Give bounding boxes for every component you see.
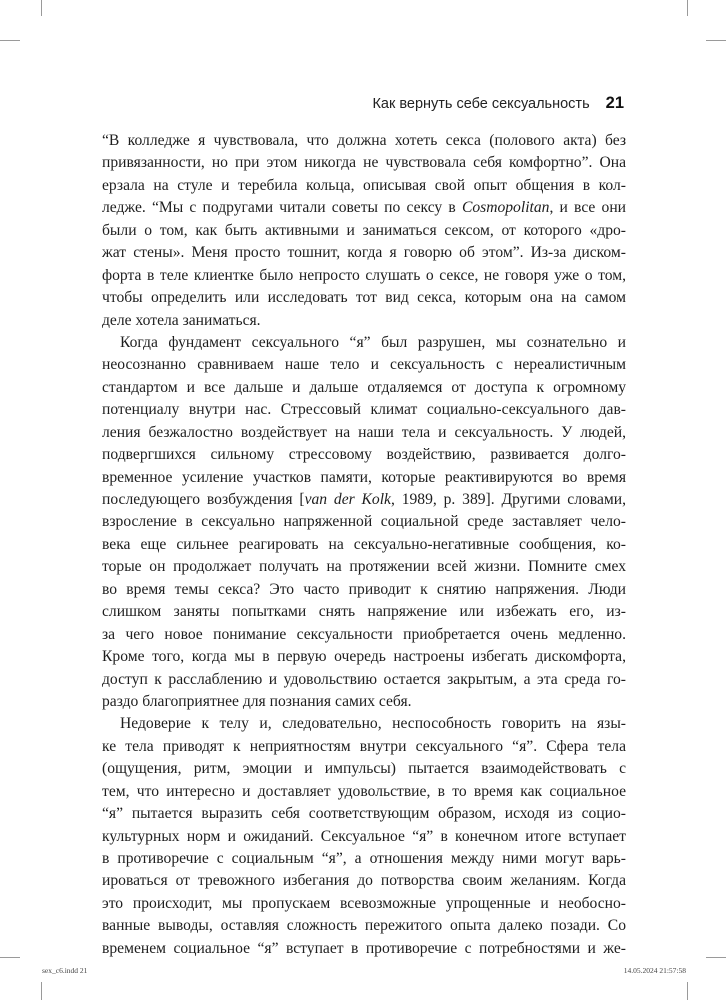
- running-header: [372, 94, 624, 113]
- text-line: временем социальное “я” вступает в противоречие с потребностями и же-: [102, 939, 626, 957]
- text-line: деле хотела заниматься.: [102, 311, 261, 329]
- text-line: последующего возбуждения [van der Kolk, 1989, p. 389]. Другими словами,: [102, 491, 626, 508]
- text-line: ледже. “Мы с подругами читали советы по сексу в Cosmopolitan, и все они: [102, 199, 627, 217]
- running-title: Как вернуть себе сексуальность: [372, 96, 590, 112]
- text-line: торые он продолжает получать на протяжении всей жизни. Помните смех: [102, 558, 626, 576]
- text-line: были о том, как быть активными и заниматься сексом, от которого «дро-: [102, 221, 626, 239]
- text-line: тем, что интересно и доставляет удовольствие, в то время как социальное: [102, 782, 626, 800]
- crop-mark: [41, 982, 42, 1000]
- text-line: Недоверие к телу и, следовательно, неспособность говорить на язы-: [120, 715, 626, 733]
- text-line: во время темы секса? Это часто приводит к снятию напряжения. Люди: [102, 580, 626, 598]
- crop-mark: [706, 957, 726, 958]
- crop-mark: [706, 40, 726, 41]
- text-line: привязанности, но при этом никогда не чувствовала себя комфортно”. Она: [102, 154, 626, 172]
- text-line: раздо благоприятнее для познания самих себя.: [102, 692, 412, 710]
- text-line: “В колледже я чувствовала, что должна хотеть секса (полового акта) без: [102, 132, 626, 149]
- crop-mark: [0, 957, 20, 958]
- text-line: доступ к расслаблению и удовольствию остается закрытым, а эта среда го-: [102, 670, 626, 688]
- text-line: в противоречие с социальным “я”, а отношения между ними могут варь-: [102, 850, 626, 867]
- text-line: “я” пытается выразить себя соответствующим образом, исходя из социо-: [102, 805, 626, 823]
- text-line: стандартом и все дальше и дальше отдаляемся от доступа к огромному: [102, 378, 626, 396]
- text-line: ерзала на стуле и теребила кольца, описывая свой опыт общения в кол-: [102, 176, 626, 194]
- text-line: неосознанно сравниваем наше тело и сексуальность с нереалистичным: [102, 356, 626, 374]
- crop-mark: [0, 40, 20, 41]
- text-line: ванные выводы, оставляя сложность пережитого опыта далеко позади. Со: [102, 917, 626, 935]
- page-number: 21: [605, 94, 624, 112]
- text-line: чтобы определить или исследовать тот вид секса, которым она на самом: [102, 289, 626, 307]
- text-line: века еще сильнее реагировать на сексуально-негативные сообщения, ко-: [102, 535, 626, 553]
- crop-mark: [687, 982, 688, 1000]
- crop-mark: [687, 0, 688, 16]
- text-line: это происходит, мы пропускаем всевозможные упрощенные и необосно-: [102, 894, 626, 912]
- text-line: ироваться от тревожного избегания до потворства своим желаниям. Когда: [102, 872, 626, 890]
- text-line: взросление в сексуально напряженной социальной среде заставляет чело-: [102, 513, 626, 531]
- text-line: временное усиление участков памяти, которые реактивируются во время: [102, 468, 626, 486]
- text-line: ке тела приводят к неприятностям внутри сексуального “я”. Сфера тела: [102, 737, 626, 755]
- slug-timestamp: 14.05.2024 21:57:58: [623, 966, 686, 975]
- text-line: подвергшихся сильному стрессовому воздействию, развивается долго-: [102, 446, 626, 464]
- text-line: потенциалу внутри нас. Стрессовый климат социально-сексуального дав-: [102, 401, 626, 419]
- crop-mark: [41, 0, 42, 16]
- text-line: форта в теле клиентке было непросто слушать о сексе, не говоря уже о том,: [102, 266, 626, 284]
- text-line: слишком заняты попытками снять напряжение или избежать его, из-: [102, 603, 626, 621]
- slug-file-name: sex_c6.indd 21: [42, 966, 88, 975]
- text-line: ления безжалостно воздействует на наши тела и сексуальность. У людей,: [102, 423, 626, 441]
- text-line: (ощущения, ритм, эмоции и импульсы) пытается взаимодействовать с: [102, 760, 626, 778]
- text-line: Кроме того, когда мы в первую очередь настроены избегать дискомфорта,: [102, 648, 626, 666]
- text-line: культурных норм и ожиданий. Сексуальное “я” в конечном итоге вступает: [102, 827, 626, 845]
- text-line: за чего новое понимание сексуальности приобретается очень медленно.: [102, 625, 626, 643]
- text-line: жат стены». Меня просто тошнит, когда я говорю об этом”. Из-за диском-: [102, 244, 626, 262]
- text-line: Когда фундамент сексуального “я” был разрушен, мы сознательно и: [120, 333, 626, 351]
- body-text: [102, 130, 626, 960]
